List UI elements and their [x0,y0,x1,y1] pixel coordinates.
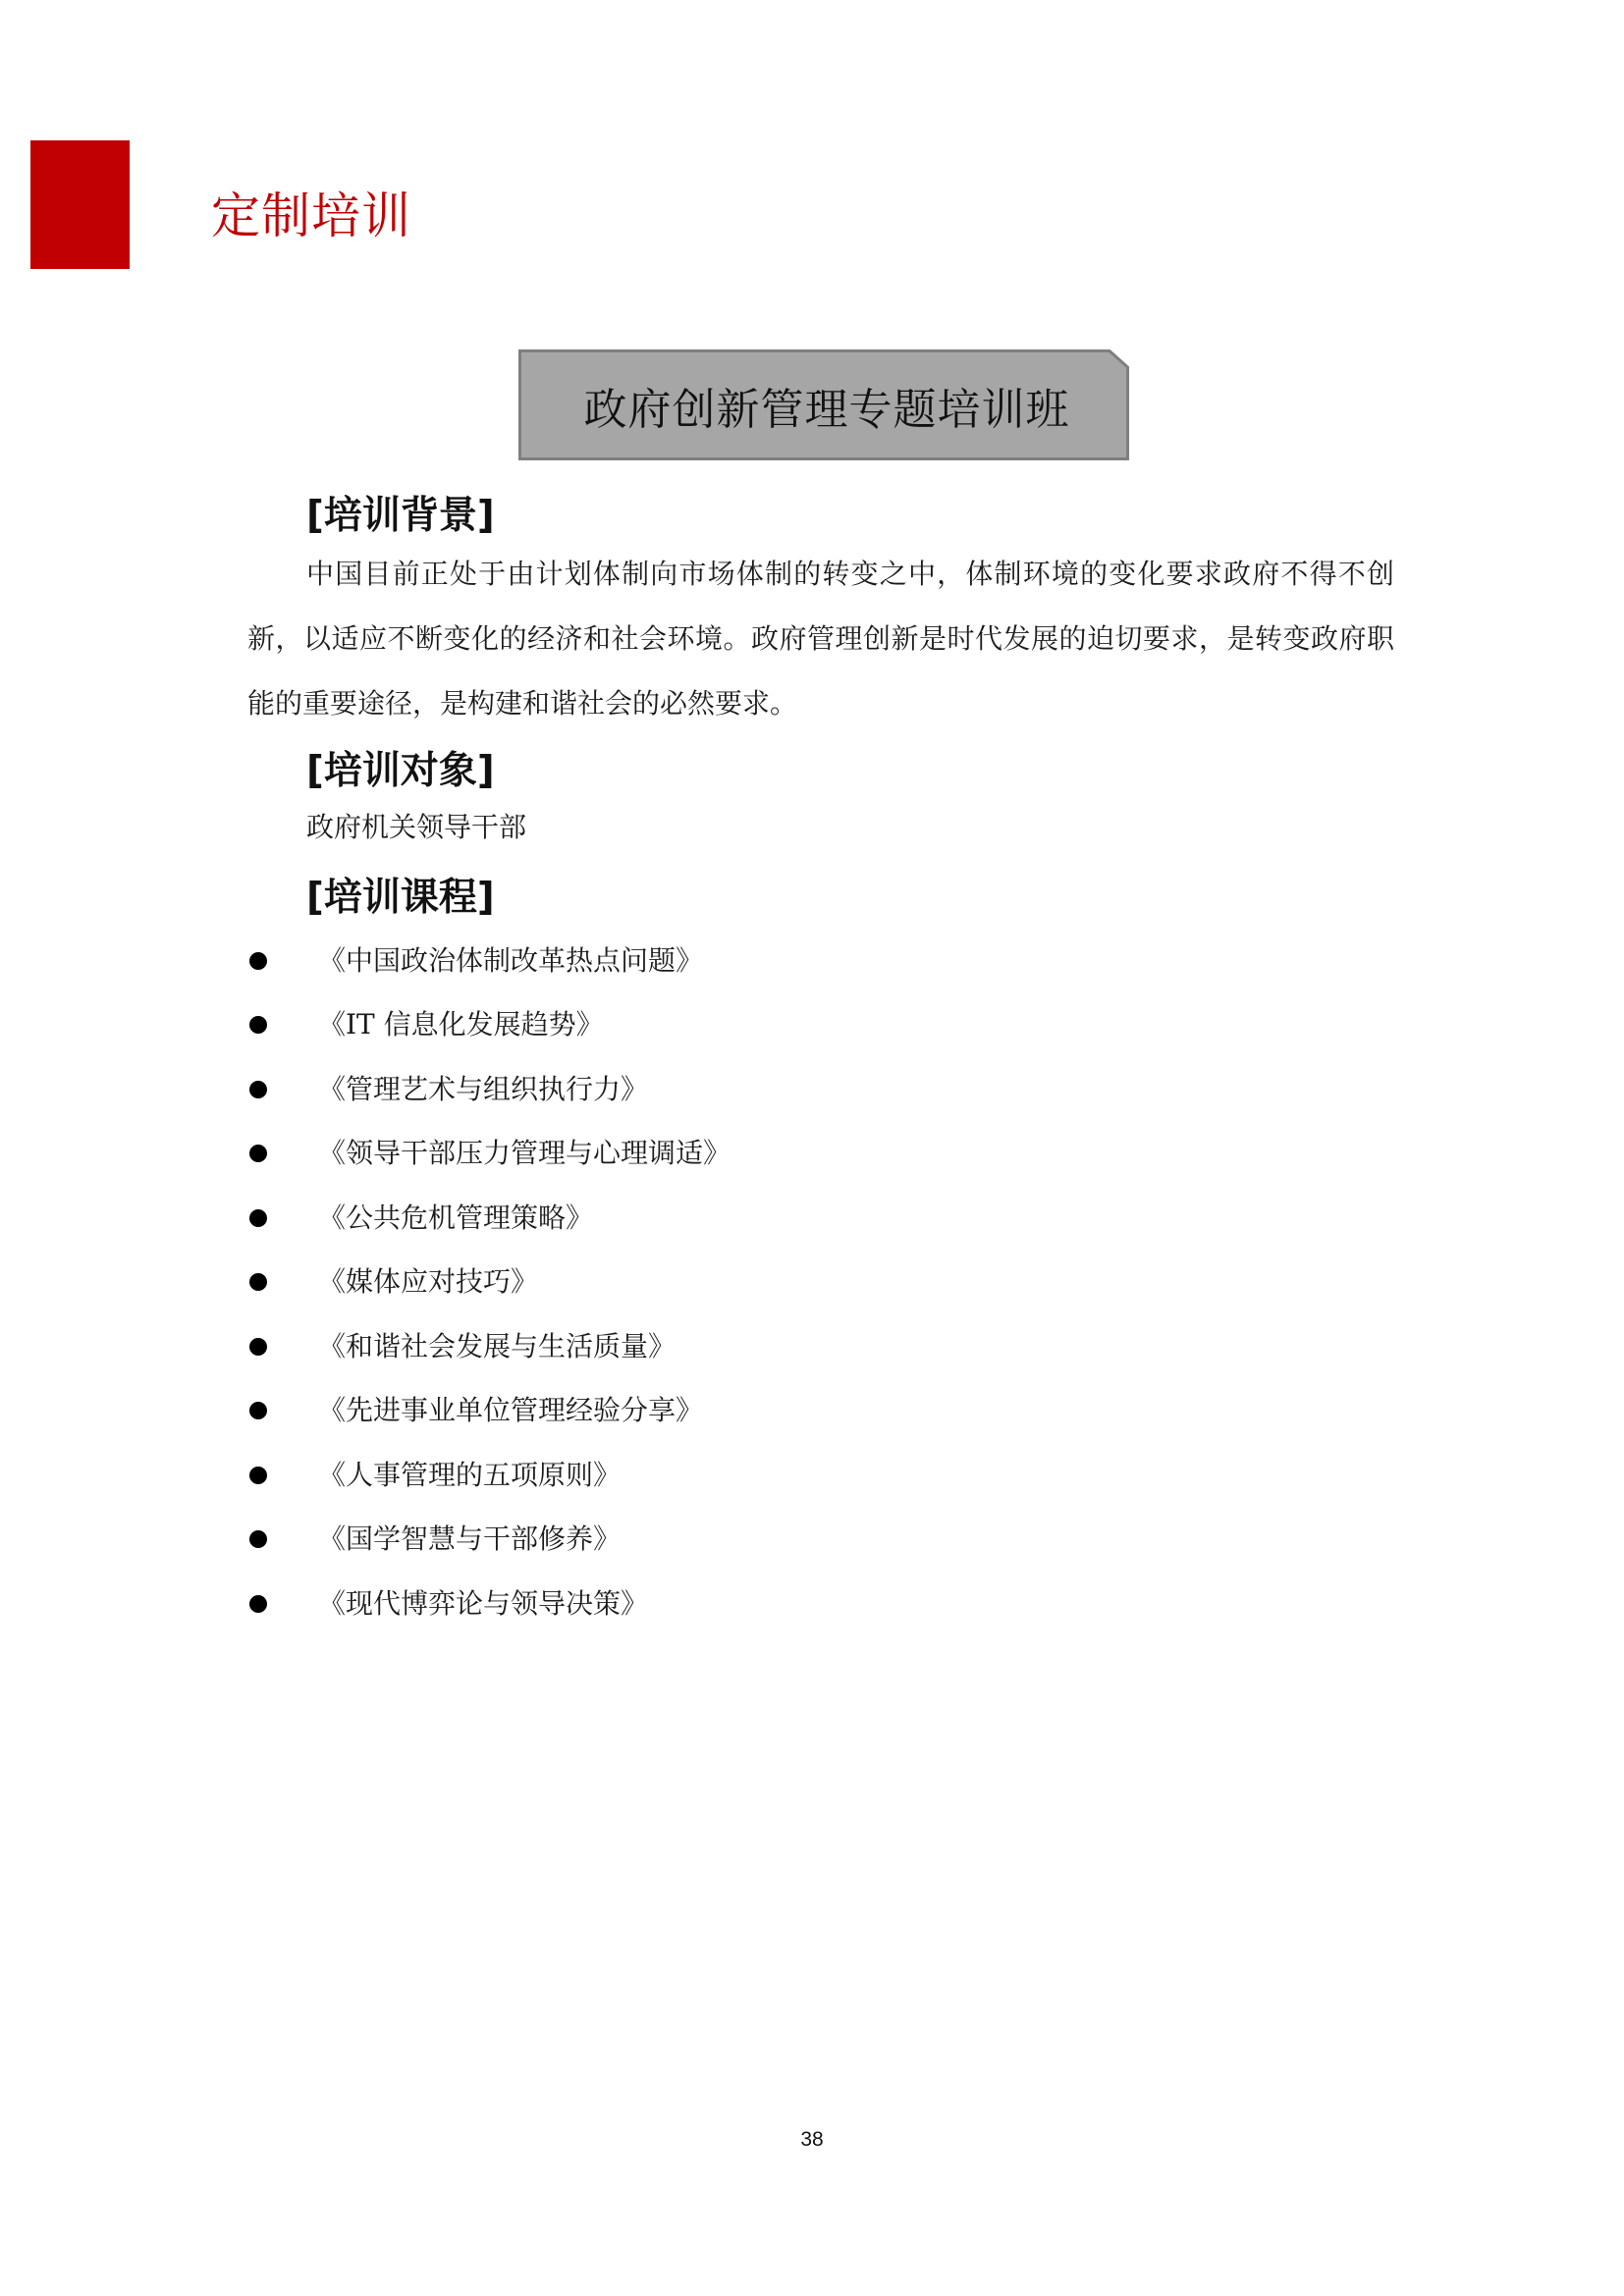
courses-heading: [培训课程] [306,876,495,920]
course-title-item: 《IT 信息化发展趋势》 [318,1008,604,1041]
audience-heading: [培训对象] [306,749,495,793]
course-title-item: 《和谐社会发展与生活质量》 [318,1329,677,1362]
course-title-item: 《公共危机管理策略》 [318,1201,594,1234]
bullet-icon [249,1338,267,1356]
list-item [245,1508,731,1573]
bullet-icon [249,1467,267,1484]
course-title: 政府创新管理专题培训班 [583,384,1070,435]
list-item [245,1122,731,1187]
course-list [245,929,731,1636]
list-item [245,929,731,993]
bullet-icon [249,1273,267,1291]
background-heading: [培训背景] [306,494,495,538]
bullet-icon [249,1402,267,1419]
course-title-item: 《媒体应对技巧》 [318,1265,539,1299]
list-item [245,1379,731,1444]
section-marker-block [30,140,130,269]
list-item [245,993,731,1058]
course-title-item: 《领导干部压力管理与心理调适》 [318,1137,731,1170]
page-number: 38 [800,2128,824,2151]
list-item [245,1251,731,1315]
course-title-banner [518,349,1129,460]
bullet-icon [249,1081,267,1098]
course-title-item: 《管理艺术与组织执行力》 [318,1072,649,1105]
section-title: 定制培训 [211,187,411,244]
list-item [245,1186,731,1251]
course-title-item: 《现代博弈论与领导决策》 [318,1586,649,1620]
bullet-icon [249,1145,267,1162]
audience-text: 政府机关领导干部 [306,811,527,843]
bullet-icon [249,1595,267,1613]
bullet-icon [249,1530,267,1548]
background-paragraph: 中国目前正处于由计划体制向市场体制的转变之中，体制环境的变化要求政府不得不创新，以适应不断变化的经济和社会环境。政府管理创新是时代发展的迫切要求，是转变政府职能的重要途径，是构建和谐社会的必然要求。 [247,558,1394,720]
list-item [245,1443,731,1508]
course-title-item: 《中国政治体制改革热点问题》 [318,943,704,977]
course-title-item: 《人事管理的五项原则》 [318,1458,622,1491]
course-title-item: 《国学智慧与干部修养》 [318,1522,622,1556]
bullet-icon [249,1209,267,1227]
list-item [245,1314,731,1379]
bullet-icon [249,1016,267,1034]
bullet-icon [249,952,267,970]
list-item [245,1572,731,1636]
list-item [245,1057,731,1122]
course-title-item: 《先进事业单位管理经验分享》 [318,1394,704,1427]
